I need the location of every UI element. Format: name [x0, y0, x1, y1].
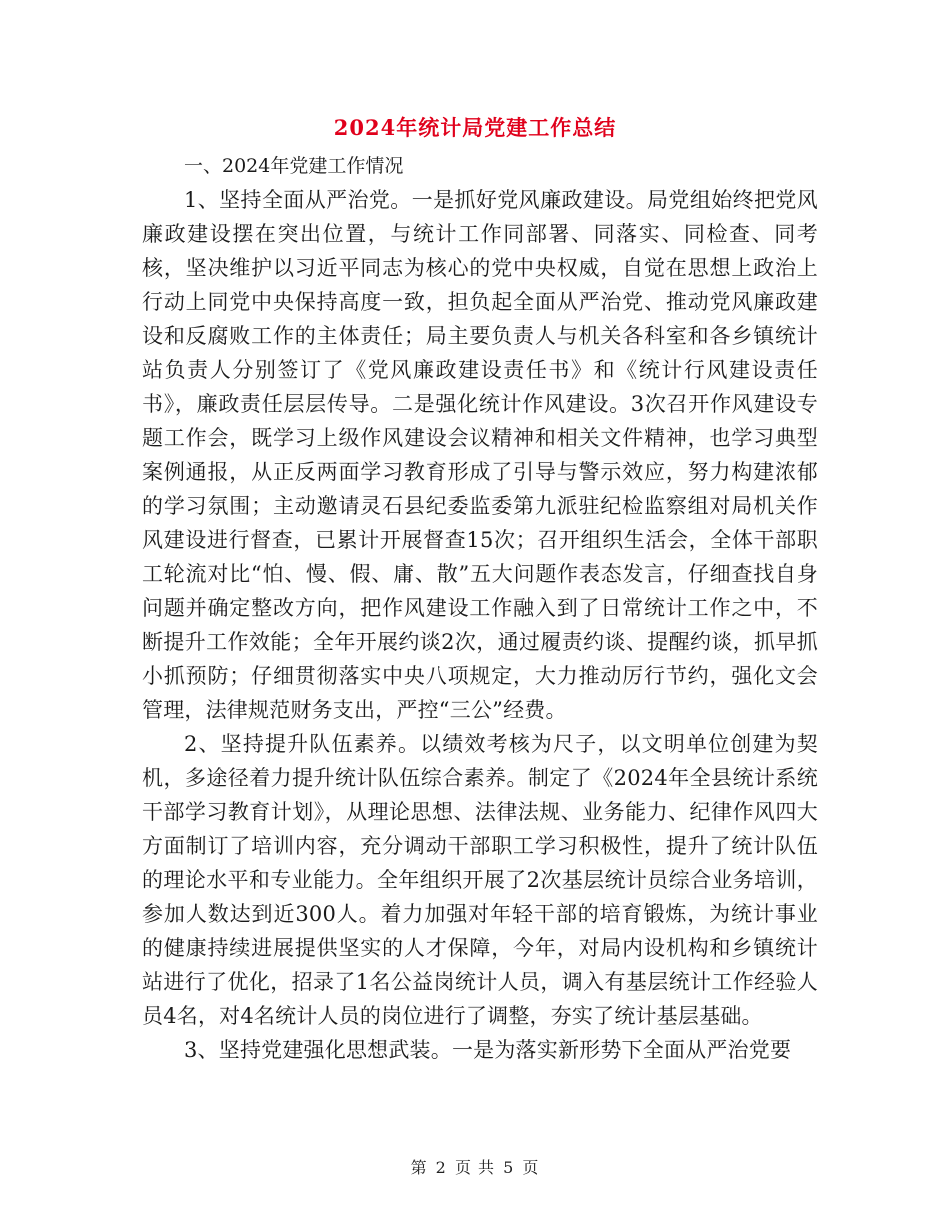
page-number-footer [0, 1155, 950, 1178]
paragraph-party-discipline: 1、坚持全面从严治党。一是抓好党风廉政建设。局党组始终把党风廉政建设摆在突出位置，与统计工作同部署、同落实、同检查、同考核，坚决维护以习近平同志为核心的党中央权威，自觉在思想上政治上行动上同党中央保持高度一致，担负起全面从严治党、推动党风廉政建设和反腐败工作的主体责任；局主要负责人与机关各科室和各乡镇统计站负责人分别签订了《党风廉政建设责任书》和《统计行风建设责任书》，廉政责任层层传导。二是强化统计作风建设。3次召开作风建设专题工作会，既学习上级作风建设会议精神和相关文件精神，也学习典型案例通报，从正反两面学习教育形成了引导与警示效应，努力构建浓郁的学习氛围；主动邀请灵石县纪委监委第九派驻纪检监察组对局机关作风建设进行督查，已累计开展督查15次；召开组织生活会，全体干部职工轮流对比“怕、慢、假、庸、散”五大问题作表态发言，仔细查找自身问题并确定整改方向，把作风建设工作融入到了日常统计工作之中，不断提升工作效能；全年开展约谈2次，通过履责约谈、提醒约谈，抓早抓小抓预防；仔细贯彻落实中央八项规定，大力推动厉行节约，强化文会管理，法律规范财务支出，严控“三公”经费。 [142, 188, 818, 722]
current-page-number: 2 [435, 1158, 447, 1177]
section-heading: 一、2024年党建工作情况 [184, 155, 404, 177]
document-body [142, 149, 818, 1067]
document-title: 2024年统计局党建工作总结 [333, 115, 617, 140]
footer-middle: 页 共 [454, 1158, 496, 1177]
paragraph-team-quality: 2、坚持提升队伍素养。以绩效考核为尺子，以文明单位创建为契机，多途径着力提升统计队伍综合素养。制定了《2024年全县统计系统干部学习教育计划》，从理论思想、法律法规、业务能力、纪律作风四大方面制订了培训内容，充分调动干部职工学习积极性，提升了统计队伍的理论水平和专业能力。全年组织开展了2次基层统计员综合业务培训，参加人数达到近300人。着力加强对年轻干部的培育锻炼，为统计事业的健康持续进展提供坚实的人才保障，今年，对局内设机构和乡镇统计站进行了优化，招录了1名公益岗统计人员，调入有基层统计工作经验人员4名，对4名统计人员的岗位进行了调整，夯实了统计基层基础。 [142, 732, 818, 1028]
footer-suffix: 页 [522, 1158, 540, 1177]
footer-prefix: 第 [410, 1158, 428, 1177]
total-page-count: 5 [503, 1158, 515, 1177]
paragraph-ideological-arming: 3、坚持党建强化思想武装。一是为落实新形势下全面从严治党要 [184, 1038, 792, 1062]
